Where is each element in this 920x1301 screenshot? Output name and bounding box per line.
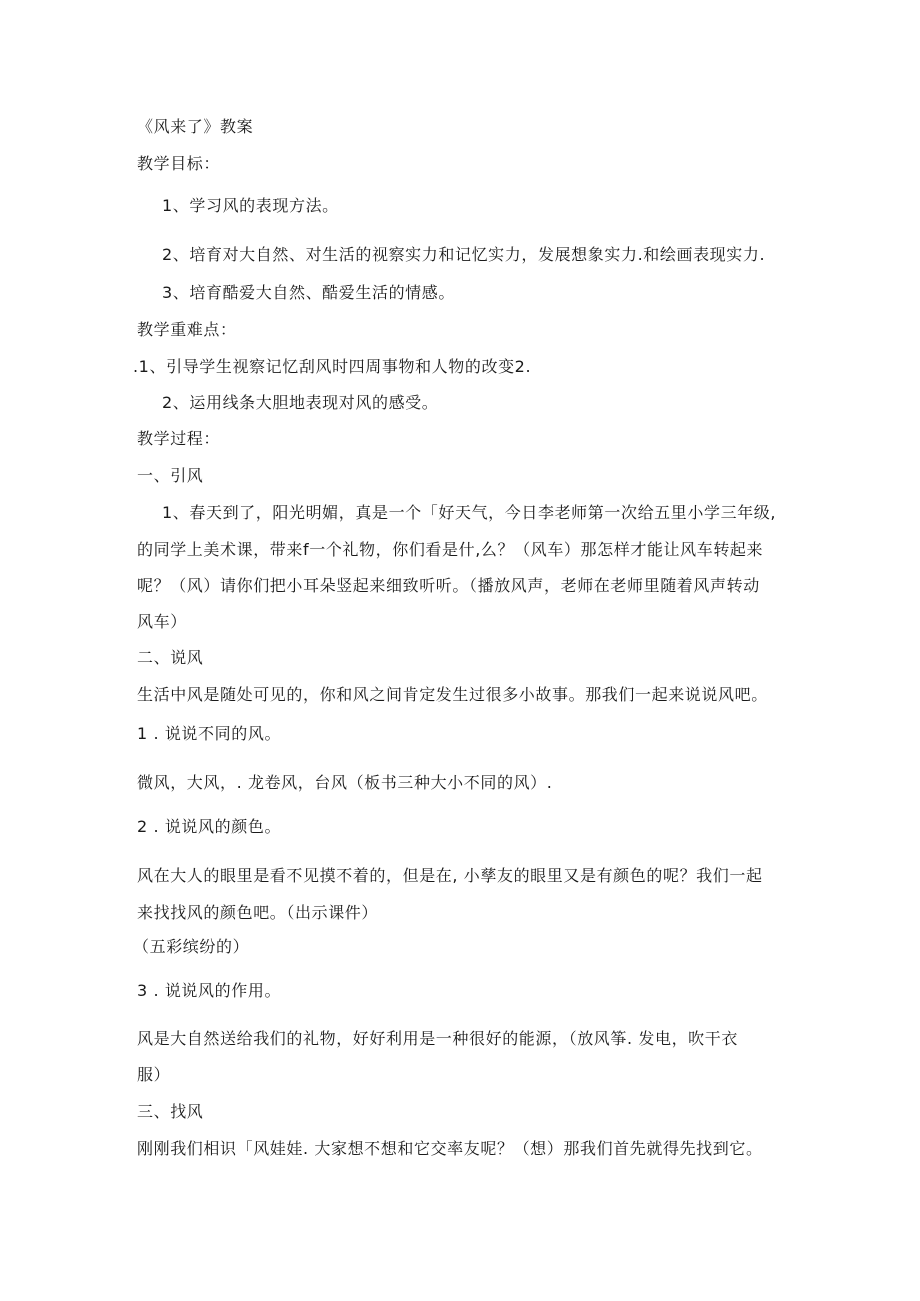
part2-item-2-line2: 来找找风的颜色吧。（出示课件） bbox=[137, 903, 379, 922]
process-heading: 教学过程： bbox=[137, 429, 221, 448]
part1-paragraph-line3: 呢？（风）请你们把小耳朵竖起来细致听听。（播放风声，老师在老师里随着风声转动 bbox=[137, 576, 760, 595]
goal-item-1: 1、学习风的表现方法。 bbox=[162, 196, 339, 215]
key-point-1: .1、引导学生视察记忆刮风时四周事物和人物的改变2. bbox=[133, 357, 532, 376]
part2-item-2-answer: （五彩缤纷的） bbox=[133, 937, 250, 956]
goal-item-2: 2、培育对大自然、对生活的视察实力和记忆实力，发展想象实力.和绘画表现实力. bbox=[162, 245, 766, 264]
part2-item-2-line1: 风在大人的眼里是看不见摸不着的，但是在, 小孳友的眼里又是有颜色的呢？我们一起 bbox=[137, 866, 763, 885]
part1-heading: 一、引风 bbox=[137, 466, 204, 485]
goals-heading: 教学目标： bbox=[137, 154, 221, 173]
part2-item-1-text: 微风，大风，. 龙卷风，台风（板书三种大小不同的风）. bbox=[137, 773, 553, 792]
part3-heading: 三、找风 bbox=[137, 1102, 204, 1121]
part2-item-2: 2 . 说说风的颜色。 bbox=[137, 817, 282, 836]
part2-heading: 二、说风 bbox=[137, 648, 204, 667]
part1-paragraph-line2: 的同学上美术课，带来f一个礼物，你们看是什,么？（风车）那怎样才能让风车转起来 bbox=[137, 540, 764, 559]
key-point-2: 2、运用线条大胆地表现对风的感受。 bbox=[162, 393, 439, 412]
part1-paragraph-line4: 风车） bbox=[137, 612, 187, 631]
part2-item-3-line2: 服） bbox=[137, 1065, 171, 1084]
document-title: 《风来了》教案 bbox=[137, 117, 254, 136]
part2-item-3: 3 . 说说风的作用。 bbox=[137, 981, 282, 1000]
part2-item-3-line1: 风是大自然送给我们的礼物，好好利用是一种很好的能源，（放风筝. 发电，吹干衣 bbox=[137, 1029, 738, 1048]
part2-item-1: 1 . 说说不同的风。 bbox=[137, 724, 282, 743]
goal-item-3: 3、培育酷爱大自然、酷爱生活的情感。 bbox=[162, 283, 455, 302]
part2-intro: 生活中风是随处可见的，你和风之间肯定发生过很多小故事。那我们一起来说说风吧。 bbox=[137, 685, 768, 704]
key-points-heading: 教学重难点： bbox=[137, 320, 237, 339]
part3-text: 刚刚我们相识「风娃娃. 大家想不想和它交率友呢？（想）那我们首先就得先找到它。 bbox=[137, 1139, 763, 1158]
part1-paragraph-line1: 1、春天到了，阳光明媚，真是一个「好天气，今日李老师第一次给五里小学三年级, bbox=[162, 503, 777, 522]
